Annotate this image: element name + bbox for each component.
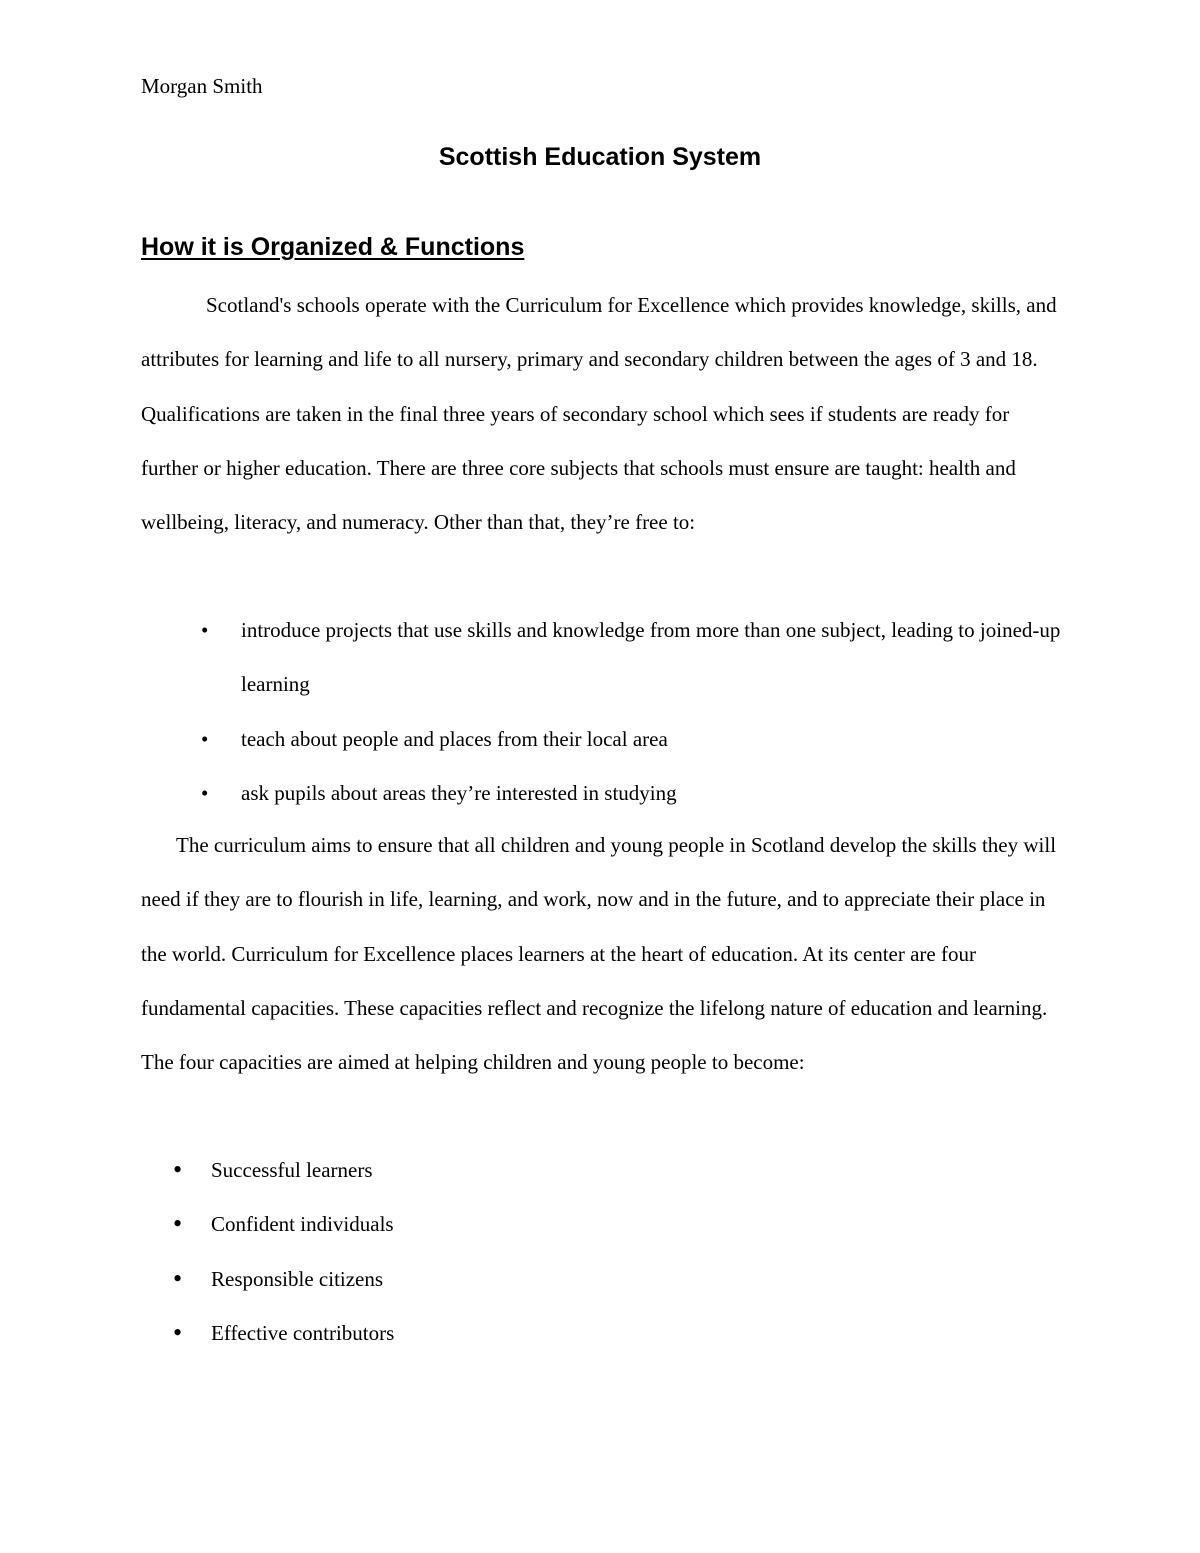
list-item	[141, 712, 1071, 766]
list-item-text: Successful learners	[211, 1158, 373, 1182]
list-item-text: ask pupils about areas they’re interested in studying	[241, 780, 677, 805]
bullet-icon: •	[201, 780, 209, 805]
list-item-text: Effective contributors	[211, 1320, 395, 1345]
bullet-icon: •	[173, 1263, 183, 1293]
list-item-text: introduce projects that use skills and knowledge from more than one subject, leading to joined-up learning	[241, 618, 1061, 697]
list-item	[141, 1252, 1071, 1306]
document-title: Scottish Education System	[438, 143, 762, 171]
body-paragraph: The curriculum aims to ensure that all children and young people in Scotland develop the skills they will need if they are to flourish in life, learning, and work, now and in the future, and to appreciate their place in the world. Curriculum for Excellence places learners at the heart of education. At its center are four fundamental capacities. These capacities reflect and recognize the lifelong nature of education and learning. The four capacities are aimed at helping children and young people to become:	[141, 833, 1057, 1075]
bullet-icon: •	[201, 618, 209, 642]
capacities-list	[141, 1143, 1071, 1360]
bullet-icon: •	[173, 1155, 183, 1184]
author-name: Morgan Smith	[141, 74, 263, 98]
bullet-icon: •	[201, 726, 209, 751]
list-item	[141, 1143, 1071, 1197]
section-heading: How it is Organized & Functions	[141, 233, 525, 261]
list-item	[141, 766, 1071, 820]
freedoms-list	[141, 603, 1071, 820]
list-item	[141, 1306, 1071, 1360]
bullet-icon: •	[173, 1317, 183, 1347]
list-item-text: Confident individuals	[211, 1212, 394, 1237]
bullet-icon: •	[173, 1209, 183, 1239]
list-item-text: Responsible citizens	[211, 1266, 384, 1291]
body-paragraph: Scotland's schools operate with the Curriculum for Excellence which provides knowledge, skills, and attributes for learning and life to all nursery, primary and secondary children between the ages of 3 and 18. Qualifications are taken in the final three years of secondary school which sees if students are ready for further or higher education. There are three core subjects that schools must ensure are taught: health and wellbeing, literacy, and numeracy. Other than that, they’re free to:	[141, 293, 1057, 535]
list-item	[141, 603, 1071, 712]
list-item	[141, 1197, 1071, 1251]
list-item-text: teach about people and places from their local area	[241, 726, 668, 751]
